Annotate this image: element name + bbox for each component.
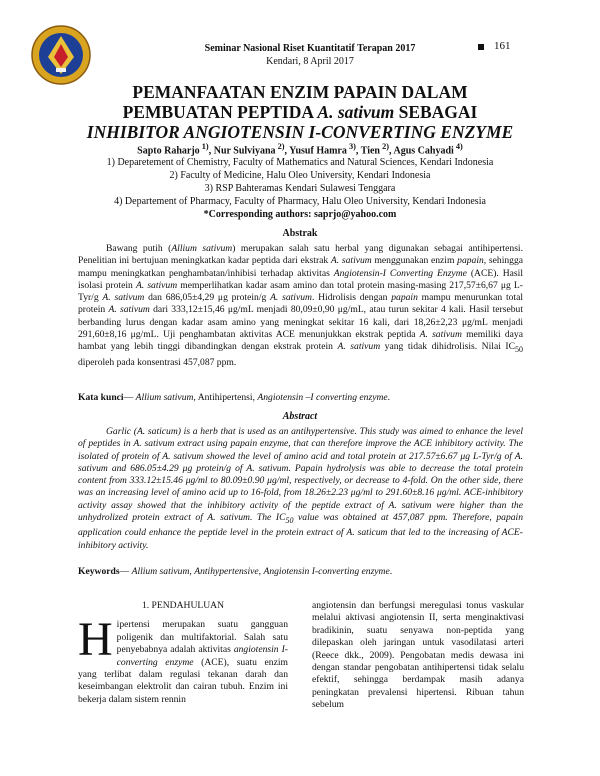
abstrak-body	[78, 243, 523, 369]
abstract-text: Garlic (A. saticum) is a herb that is used as an antihypertensive. This study was aimed to enhance the level of peptides in A. sativum extract using papain enzyme, that can therefore improve the ACE inhibitory activity. The isolated of protein of A. sativum showed the level of amino acid and total protein at 217.57±6.67 μg L-Tyr/g of A. sativum and 686.05±4.29 μg protein/g of A. sativum. Papain hydrolysis was able to decrease the total protein content from 333.12±15.46 μg/ml to 80.09±0.90 μg/ml, respectively, or decrease to 4-fold. On the other side, there was an increasing level of amino acid up to 16-fold, from 18.26±2.23 μg/ml to 291.60±8.16 μg/ml. ACE-inhibitory activity assay showed that the inhibitory activity of the peptide extract of A. sativum were higher than the unhydrolized protein extract of A. sativum. The IC	[78, 426, 523, 524]
abstrak-text: dari 333,12±15,46 μg/mL menjadi 80,09±0,90 μg/mL, atau turun sekitar 4 kali. Hasil tersebut berbanding lurus dengan kadar asam amino yang meningkat sekitar 16 kali, dari 18,26±2,23 μg/mL menjadi 291,60±8,16 μg/mL. Uji penghambatan aktivitas ACE menunjukkan ekstrak peptida	[78, 304, 523, 341]
affiliation-1: 1) Deparetement of Chemistry, Faculty of Mathematics and Natural Sciences, Kendari Indonesia	[106, 157, 494, 168]
kata-kunci-term: Angiotensin –I converting enzyme	[257, 392, 388, 403]
abstract-body	[78, 426, 523, 552]
title-species: A. sativum	[317, 102, 395, 122]
affiliation-4: 4) Departement of Pharmacy, Faculty of Pharmacy, Halu Oleo University, Kendari Indonesia	[114, 196, 486, 207]
abstrak-text: ) merupakan salah satu herbal yang digunakan sebagai antihipertensi. Penelitian ini bertujuan meningkatkan kadar peptida dari ekstrak	[78, 243, 523, 267]
keywords-end: .	[389, 566, 393, 577]
author-2-sup: 2)	[275, 142, 285, 151]
abstrak-italic: A. sativum	[135, 279, 178, 291]
title-line-2-text: PEMBUATAN PEPTIDA	[122, 102, 318, 122]
keyword-term: Angiotensin I-converting enzyme	[263, 566, 390, 577]
author-3: , Yusuf Hamra	[284, 145, 347, 157]
abstrak-italic: Angiotensin-I Converting Enzyme	[333, 267, 467, 279]
keyword-sep: ,	[189, 566, 195, 577]
header-square-marker	[478, 44, 484, 50]
abstrak-italic: A. sativum	[337, 341, 381, 353]
intro-italic: angiotensin I-converting enzyme	[116, 644, 288, 668]
section-heading: 1. PENDAHULUAN	[141, 600, 225, 611]
affiliation-2: 2) Faculty of Medicine, Halu Oleo University, Kendari Indonesia	[169, 170, 431, 181]
drop-cap: H	[78, 613, 113, 667]
abstrak-subscript: 50	[515, 345, 523, 355]
abstrak-text: (ACE). Hasil isolasi protein	[78, 267, 523, 291]
author-2: , Nur Sulviyana	[208, 145, 276, 157]
title-line-2	[60, 102, 540, 122]
kata-kunci	[78, 392, 523, 403]
keywords-label: Keywords	[78, 566, 120, 577]
author-1-sup: 1)	[199, 142, 209, 151]
abstrak-text: . Hidrolisis dengan	[311, 292, 392, 304]
abstrak-heading: Abstrak	[282, 228, 318, 239]
abstrak-italic: A. sativum	[419, 329, 462, 341]
corresponding-author: *Corresponding authors: saprjo@yahoo.com	[203, 209, 397, 220]
author-list	[60, 142, 540, 156]
title-line-2-tail: SEBAGAI	[394, 102, 478, 122]
abstrak-italic: A. sativum	[102, 292, 145, 304]
keywords-sep: —	[119, 566, 132, 577]
abstrak-italic: papain	[391, 292, 418, 304]
abstrak-text: , sehingga mampu meningkatkan penghambatan/inhibisi terhadap aktivitas	[78, 255, 524, 279]
affiliation-3: 3) RSP Bahteramas Kendari Sulawesi Tenggara	[204, 183, 396, 194]
kata-kunci-sep: —	[123, 392, 136, 403]
keywords	[78, 566, 523, 577]
author-4: , Tien	[355, 145, 380, 157]
abstrak-text: memperlihatkan kadar asam amino dan total protein masing-masing 217,57±6,67 μg L-Tyr/g	[78, 279, 523, 304]
author-1: Sapto Raharjo	[137, 145, 200, 157]
intro-text: (ACE), suatu enzim yang terlibat dalam regulasi tekanan darah dan keseimbangan elektrolit dan cairan tubuh. Enzim ini bekerja dalam sistem rennin	[78, 656, 288, 705]
abstrak-text: Bawang putih (	[106, 243, 172, 254]
abstrak-italic: Allium sativum	[171, 243, 233, 254]
kata-kunci-term: Allium sativum	[135, 392, 194, 403]
abstrak-italic: papain	[457, 255, 484, 267]
kata-kunci-term: , Antihipertensi,	[193, 392, 258, 403]
keyword-sep: ,	[258, 566, 264, 577]
author-4-sup: 2)	[380, 142, 390, 151]
intro-text-right: angiotensin dan berfungsi meregulasi tonus vaskular melalui aktivasi angiotensin II, serta menginaktivasi bradikinin, suatu senyawa non-peptida yang dilepaskan oleh jaringan untuk vasodilatasi arteri (Reece dkk., 2009). Pengobatan medis dewasa ini dengan standar pengobatan antihipertensi tidak selalu efektif, sehingga berdampak masih adanya peningkatan prevalensi hipertensi. Ribuan tahun sebelum	[312, 600, 524, 711]
kata-kunci-end: .	[387, 392, 391, 403]
abstrak-text: memiliki daya hambat yang lebih tinggi dibandingkan dengan ekstrak protein	[78, 329, 523, 353]
abstract-subscript: 50	[285, 515, 294, 525]
university-logo	[30, 24, 92, 86]
author-5: , Agus Cahyadi	[389, 145, 454, 157]
author-5-sup: 4)	[453, 142, 463, 151]
abstrak-italic: A. sativum	[330, 255, 372, 267]
abstrak-text: yang tidak dihidrolisis. Nilai IC	[380, 341, 515, 353]
abstract-heading: Abstract	[282, 411, 318, 422]
keyword-term: Antihypertensive	[194, 566, 259, 577]
keyword-term: Allium sativum	[131, 566, 190, 577]
abstrak-text: dan 686,05±4,29 μg protein/g	[144, 292, 271, 304]
abstrak-italic: A. sativum	[270, 292, 312, 304]
conference-name: Seminar Nasional Riset Kuantitatif Terapan 2017	[204, 43, 416, 54]
conference-date: Kendari, 8 April 2017	[266, 56, 354, 67]
abstrak-text: diperoleh pada konsentrasi 457,087 ppm.	[78, 356, 237, 368]
author-3-sup: 3)	[346, 142, 356, 151]
intro-text: ipertensi merupakan suatu gangguan poligenik dan multifaktorial. Salah satu penyebabnya adalah aktivitas	[116, 619, 288, 656]
abstrak-italic: A. sativum	[108, 304, 150, 316]
abstrak-text: menggunakan enzim	[371, 255, 458, 267]
abstrak-text: mampu menurunkan total protein	[78, 292, 523, 316]
title-line-1: PEMANFAATAN ENZIM PAPAIN DALAM	[132, 82, 468, 102]
right-column	[312, 600, 524, 712]
kata-kunci-label: Kata kunci	[78, 392, 124, 403]
left-column	[78, 600, 288, 706]
abstract-text: value was obtained at 457,087 ppm. Therefore, papain application could enhance the peptide level in the protein extract of A. saticum that led to the increasing of ACE-inhibitory activity.	[78, 512, 524, 551]
title-line-3: INHIBITOR ANGIOTENSIN I-CONVERTING ENZYME	[86, 122, 514, 142]
page-number: 161	[494, 40, 511, 52]
